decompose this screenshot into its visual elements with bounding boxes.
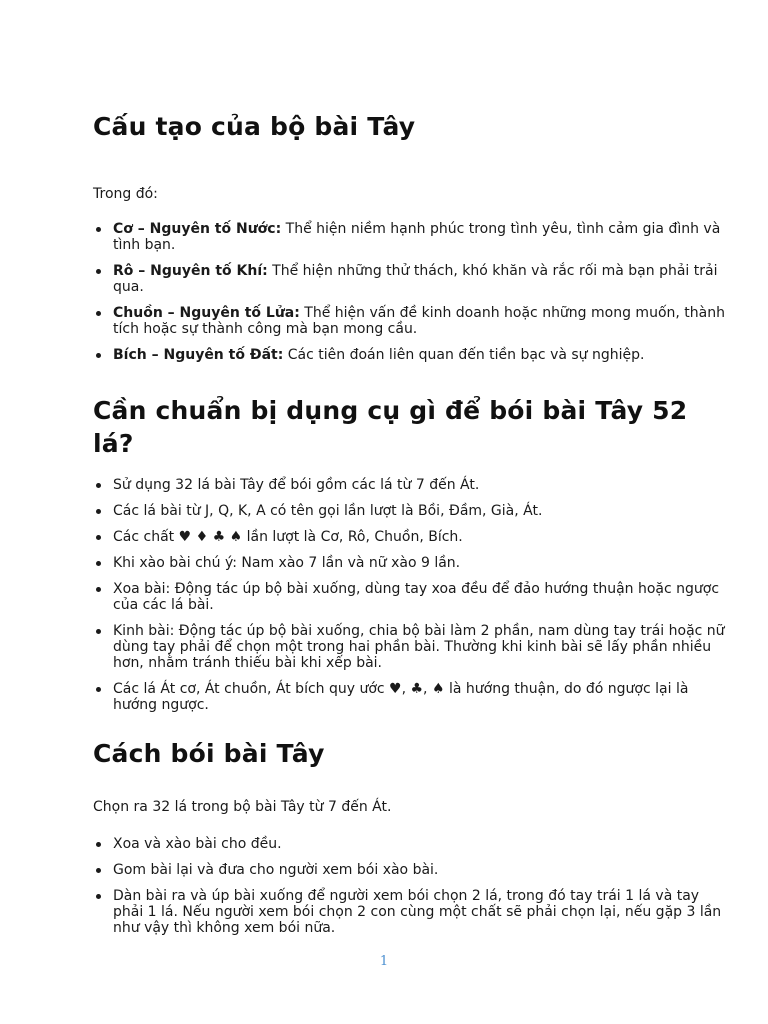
list-item-text: Thể hiện những thử thách, khó khăn và rắc rối mà bạn phải trải qua. xyxy=(113,263,718,295)
list-item-text: Thể hiện vấn đề kinh doanh hoặc những mong muốn, thành tích hoặc sự thành công mà bạn mong cầu. xyxy=(113,305,725,337)
list-item: Gom bài lại và đưa cho người xem bói xào bài. xyxy=(113,862,725,878)
list-item: Sử dụng 32 lá bài Tây để bói gồm các lá từ 7 đến Át. xyxy=(113,477,725,493)
tools-list xyxy=(93,477,725,723)
list-item-text: Thể hiện niềm hạnh phúc trong tình yêu, tình cảm gia đình và tình bạn. xyxy=(113,221,721,253)
section-heading-card-structure: Cấu tạo của bộ bài Tây xyxy=(93,112,416,141)
list-item xyxy=(113,221,725,253)
list-item-term: Chuồn – Nguyên tố Lửa: xyxy=(113,305,300,321)
list-item-text: Các tiên đoán liên quan đến tiền bạc và sự nghiệp. xyxy=(283,347,645,363)
section-intro: Chọn ra 32 lá trong bộ bài Tây từ 7 đến Át. xyxy=(93,799,392,815)
list-item: Dàn bài ra và úp bài xuống để người xem bói chọn 2 lá, trong đó tay trái 1 lá và tay phải 1 lá. Nếu người xem bói chọn 2 con cùng một chất sẽ phải chọn lại, nếu gặp 3 lần như vậy thì không xem bói nữa. xyxy=(113,888,725,936)
list-item xyxy=(113,305,725,337)
list-item: Kinh bài: Động tác úp bộ bài xuống, chia bộ bài làm 2 phần, nam dùng tay trái hoặc nữ dùng tay phải để chọn một trong hai phần bài. Thường khi kinh bài sẽ lấy phần nhiều hơn, nhằm tránh thiếu bài khi xếp bài. xyxy=(113,623,725,671)
method-steps-list xyxy=(93,836,725,946)
list-item: Xoa bài: Động tác úp bộ bài xuống, dùng tay xoa đều để đảo hướng thuận hoặc ngược của các lá bài. xyxy=(113,581,725,613)
list-item: Xoa và xào bài cho đều. xyxy=(113,836,725,852)
list-item-term: Rô – Nguyên tố Khí: xyxy=(113,263,268,279)
page-number: 1 xyxy=(379,954,389,969)
section-heading-method: Cách bói bài Tây xyxy=(93,739,325,768)
list-item xyxy=(113,347,725,363)
list-item-term: Bích – Nguyên tố Đất: xyxy=(113,347,284,363)
list-item-term: Cơ – Nguyên tố Nước: xyxy=(113,221,282,237)
section-intro: Trong đó: xyxy=(93,186,158,202)
list-item: Các lá bài từ J, Q, K, A có tên gọi lần lượt là Bồi, Đầm, Già, Át. xyxy=(113,503,725,519)
suit-element-list xyxy=(93,221,725,373)
section-heading-tools: Cần chuẩn bị dụng cụ gì để bói bài Tây 52 lá? xyxy=(93,396,688,458)
list-item: Khi xào bài chú ý: Nam xào 7 lần và nữ xào 9 lần. xyxy=(113,555,725,571)
list-item: Các chất ♥ ♦ ♣ ♠ lần lượt là Cơ, Rô, Chuồn, Bích. xyxy=(113,529,725,545)
list-item: Các lá Át cơ, Át chuồn, Át bích quy ước ♥, ♣, ♠ là hướng thuận, do đó ngược lại là hướng ngược. xyxy=(113,681,725,713)
list-item xyxy=(113,263,725,295)
